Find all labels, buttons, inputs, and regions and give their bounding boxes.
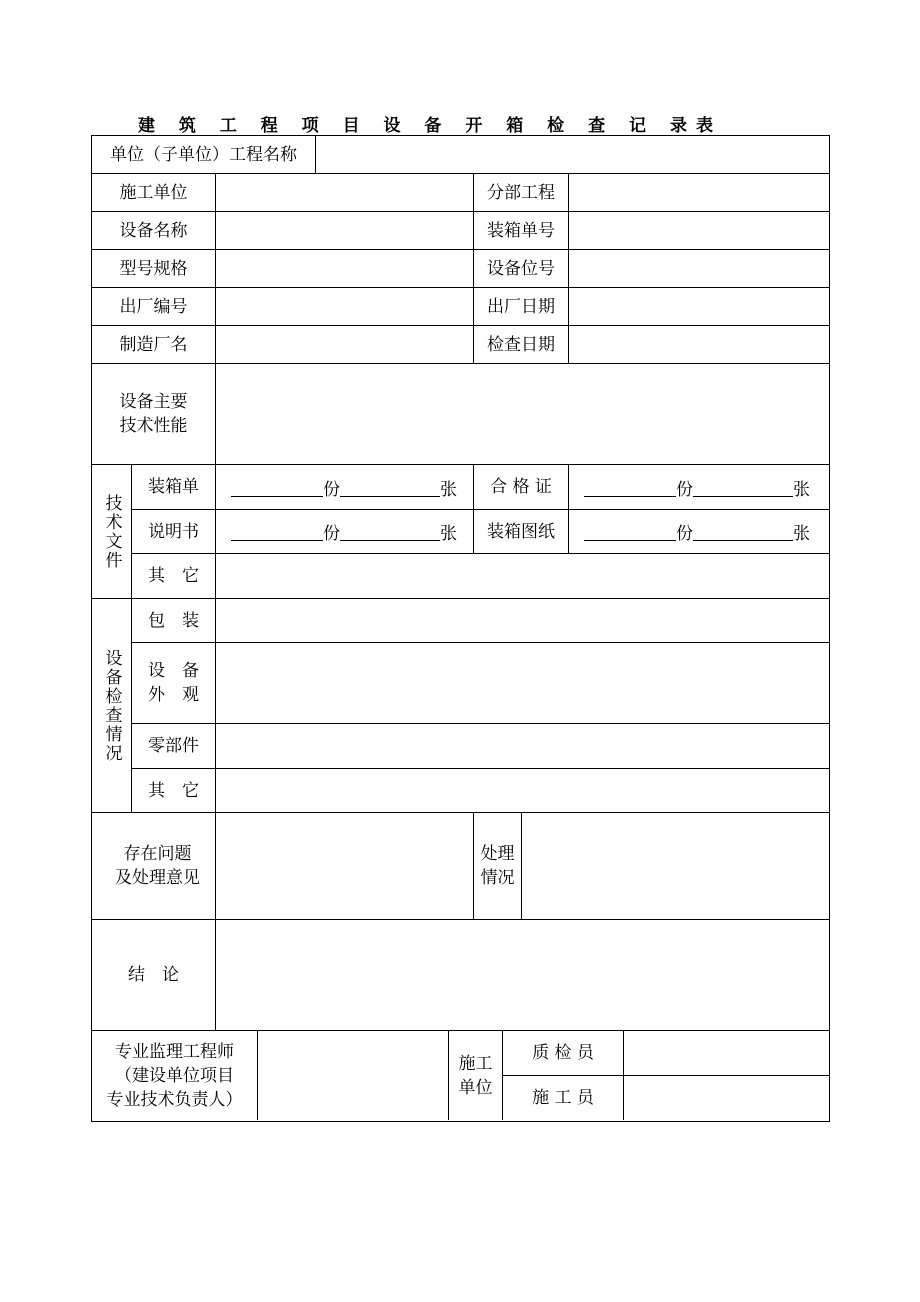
quality-inspector-label: 质 检 员 [532,1043,594,1063]
parts-field[interactable] [216,724,828,768]
appearance-label: 设 备 外 观 [148,661,199,705]
supervisor-label: 专业监理工程师 （建设单位项目 专业技术负责人） [106,1041,243,1110]
certificate-label: 合 格 证 [490,477,552,497]
sub-project-field[interactable] [569,174,828,211]
manual-label: 说明书 [148,521,199,542]
packaging-field[interactable] [216,599,828,642]
manual-counts[interactable]: 份 张 [231,510,473,553]
copies-blank[interactable] [584,478,676,497]
constructor-field[interactable] [624,1076,828,1120]
equipment-name-field[interactable] [216,212,473,249]
packing-no-field[interactable] [569,212,828,249]
factory-date-field[interactable] [569,288,828,325]
inspection-date-label: 检查日期 [487,334,555,355]
factory-date-label: 出厂日期 [487,296,555,317]
col-divider [568,464,569,553]
parts-label: 零部件 [148,736,199,756]
packing-list-counts[interactable]: 份 张 [231,465,473,509]
appearance-field[interactable] [216,643,828,723]
handling-field[interactable] [522,813,828,919]
packaging-label: 包 装 [148,610,199,631]
model-spec-label: 型号规格 [119,258,188,279]
main-performance-field[interactable] [216,364,828,464]
construction-unit-field[interactable] [216,174,473,211]
sheets-blank[interactable] [340,478,440,497]
project-name-label: 单位（子单位）工程名称 [110,144,297,165]
factory-no-field[interactable] [216,288,473,325]
handling-label: 处理 情况 [480,844,515,888]
tech-docs-group-label: 技术文件 [101,493,122,570]
copies-blank[interactable] [231,522,323,541]
form-title: 建 筑 工 程 项 目 设 备 开 箱 检 查 记 录表 [138,116,722,136]
quality-inspector-field[interactable] [624,1031,828,1075]
conclusion-field[interactable] [216,920,828,1030]
equipment-position-field[interactable] [569,250,828,287]
constructor-label: 施 工 员 [532,1088,594,1108]
construction-unit-label: 施工单位 [119,182,188,203]
packing-drawing-counts[interactable]: 份 张 [584,510,828,553]
issues-label: 存在问题 及处理意见 [115,844,200,888]
certificate-counts[interactable]: 份 张 [584,465,828,509]
tech-docs-other-field[interactable] [216,554,828,598]
sub-project-label: 分部工程 [487,182,555,203]
sheets-blank[interactable] [693,522,793,541]
copies-blank[interactable] [584,522,676,541]
model-spec-field[interactable] [216,250,473,287]
copies-blank[interactable] [231,478,323,497]
packing-no-label: 装箱单号 [487,220,555,241]
issues-field[interactable] [216,813,473,919]
project-name-field[interactable] [316,136,828,173]
main-performance-label: 设备主要 技术性能 [119,392,188,436]
inspection-date-field[interactable] [569,326,828,363]
equipment-check-other-field[interactable] [216,769,828,812]
factory-no-label: 出厂编号 [119,296,188,317]
equipment-position-label: 设备位号 [487,258,555,279]
sheets-blank[interactable] [693,478,793,497]
equipment-check-other-label: 其 它 [148,780,199,801]
tech-docs-other-label: 其 它 [148,566,199,586]
sheets-blank[interactable] [340,522,440,541]
packing-drawing-label: 装箱图纸 [487,521,555,542]
conclusion-label: 结 论 [128,965,179,985]
equipment-check-group-label: 设备检查情况 [101,648,122,763]
packing-list-label: 装箱单 [148,477,199,497]
manufacturer-label: 制造厂名 [119,334,188,355]
equipment-name-label: 设备名称 [119,220,188,241]
contractor-label: 施工 单位 [458,1053,493,1098]
manufacturer-field[interactable] [216,326,473,363]
supervisor-signature-field[interactable] [258,1031,448,1120]
